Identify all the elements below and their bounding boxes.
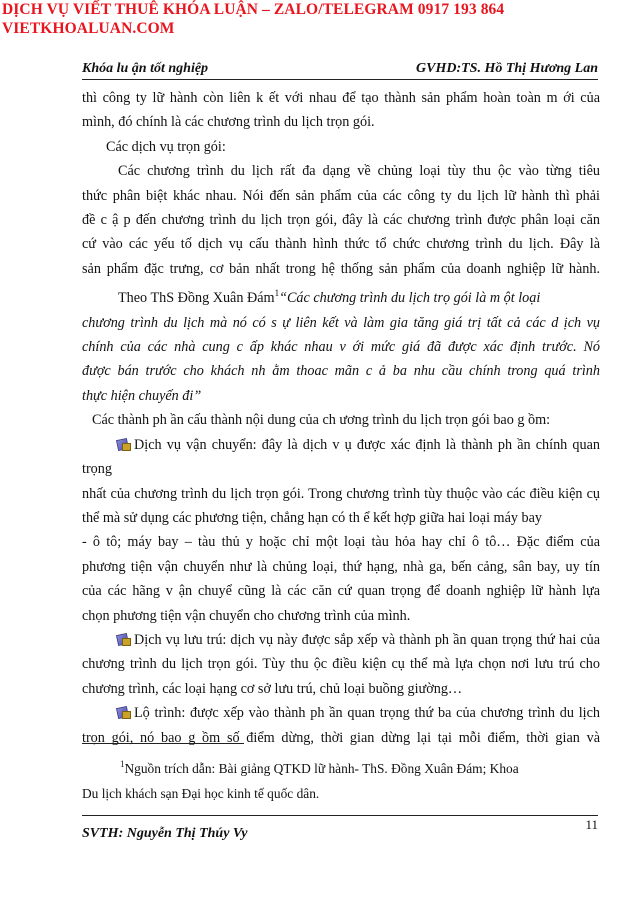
footnote-number: 1	[120, 759, 125, 769]
bullet-icon	[116, 632, 130, 645]
text-line: thể mà sử dụng các phương tiện, chẳng hạn có th ể kết hợp giữa hai loại máy bay	[82, 509, 543, 526]
bullet-item: Lộ trình: được xếp vào thành ph ần quan trọng thứ ba của chương trình du lịch	[82, 701, 600, 725]
bullet-icon	[116, 705, 130, 718]
quote-line	[82, 281, 600, 310]
footer-rule	[82, 815, 598, 816]
footnote-ref: 1	[274, 288, 280, 299]
text-line: của các hãng v ận chuyể cũng là các căn cứ quan trọng để doanh nghiệp lữ hành lựa	[82, 583, 600, 600]
watermark-banner	[2, 0, 504, 38]
running-header	[82, 59, 598, 80]
banner-line-1: DỊCH VỤ VIẾT THUÊ KHÓA LUẬN – ZALO/TELEGRAM 0917 193 864	[2, 1, 505, 18]
text-line: mình, đó chính là các chương trình du lịch trọn gói.	[82, 114, 375, 131]
text-line: sản phẩm đặc trưng, cơ bản nhất trong hệ thống sản phẩm của doanh nghiệp lữ hành.	[82, 260, 600, 277]
text-line: nhất của chương trình du lịch trọn gói. Trong chương trình tùy thuộc vào các điều kiện cụ	[82, 485, 600, 502]
footnote-text: Nguồn trích dẫn: Bài giảng QTKD lữ hành- ThS. Đồng Xuân Đám; Khoa	[124, 761, 519, 776]
quote-line: chính của các nhà cung c ấp khác nhau v ới mức giá đã được xác định trước. Nó	[82, 339, 600, 356]
page-number: 11	[585, 817, 598, 832]
header-right: GVHD:TS. Hồ Thị Hương Lan	[416, 61, 598, 76]
footnote-separator	[82, 743, 244, 744]
section-label: Các dịch vụ trọn gói:	[106, 138, 226, 155]
quote-line: được bán trước cho khách nh ằm thoac mãn c ả ba nhu cầu chính trong quá trình	[82, 363, 600, 380]
text-line: chương trình, các loại hạng cơ sở lưu trú, chủ loại buồng giường…	[82, 680, 463, 697]
footnote-text: Du lịch khách sạn Đại học kinh tế quốc dân.	[82, 786, 320, 801]
text-line: chương trình du lịch trọn gói. Tùy thu ộc điều kiện cụ thể mà lựa chọn nơi lưu trú cho	[82, 656, 600, 673]
bullet-item: Dịch vụ vận chuyển: đây là dịch v ụ được xác định là thành ph ần chính quan trọng	[82, 436, 600, 478]
text-line: Các chương trình du lịch rất đa dạng về chủng loại tùy thu ộc vào từng tiêu	[118, 163, 600, 180]
quote-line: thực hiện chuyến đi”	[82, 387, 202, 404]
page-body	[82, 86, 600, 750]
bullet-icon	[116, 437, 130, 450]
banner-line-2: VIETKHOALUAN.COM	[2, 20, 175, 37]
text-line: đề c ậ p đến chương trình du lịch trọn gói, đây là các chương trình được phân loại căn	[82, 212, 600, 229]
footnote	[82, 752, 600, 806]
text-line: phương tiện vận chuyển như là chủng loại, thứ hạng, nhà ga, bến cảng, sân bay, uy tín	[82, 558, 600, 575]
text-line: - ô tô; máy bay – tàu thủ y hoặc chỉ một loại tàu hỏa hay chỉ ô tô… Đặc điểm của	[82, 534, 600, 551]
quote-lead: Theo ThS Đồng Xuân Đám	[118, 290, 275, 307]
text-line: chọn phương tiện vận chuyển cho chương trình của mình.	[82, 607, 411, 624]
text-line: trọn gói, nó bao g ồm số điểm dừng, thời gian dừng lại tại mỗi điểm, thời gian và	[82, 729, 600, 746]
text-line: cứ vào các yếu tố dịch vụ cấu thành hình thức tổ chức chương trình du lịch. Đây là	[82, 236, 600, 253]
text-line: thức phân biệt khác nhau. Nói đến sản phẩm của các công ty du lịch lữ hành thì phải	[82, 187, 600, 204]
header-left: Khóa lu ận tốt nghiệp	[82, 61, 209, 76]
text-line: thì công ty lữ hành còn liên k ết với nhau để tạo thành sản phẩm hoàn toàn m ới của	[82, 90, 600, 106]
text-line: Các thành ph ần cấu thành nội dung của ch ương trình du lịch trọn gói bao g ồm:	[92, 412, 551, 429]
quote-line: chương trình du lịch mà nó có s ự liên kết và làm gia tăng giá trị tất cả các d ịch vụ	[82, 314, 600, 331]
quote-text: “Các chương trình du lịch trọ gói là m ột loại	[279, 290, 541, 307]
bullet-item: Dịch vụ lưu trú: dịch vụ này được sắp xếp và thành ph ần quan trọng thứ hai của	[82, 628, 600, 652]
footer-author: SVTH: Nguyễn Thị Thúy Vy	[82, 826, 248, 841]
